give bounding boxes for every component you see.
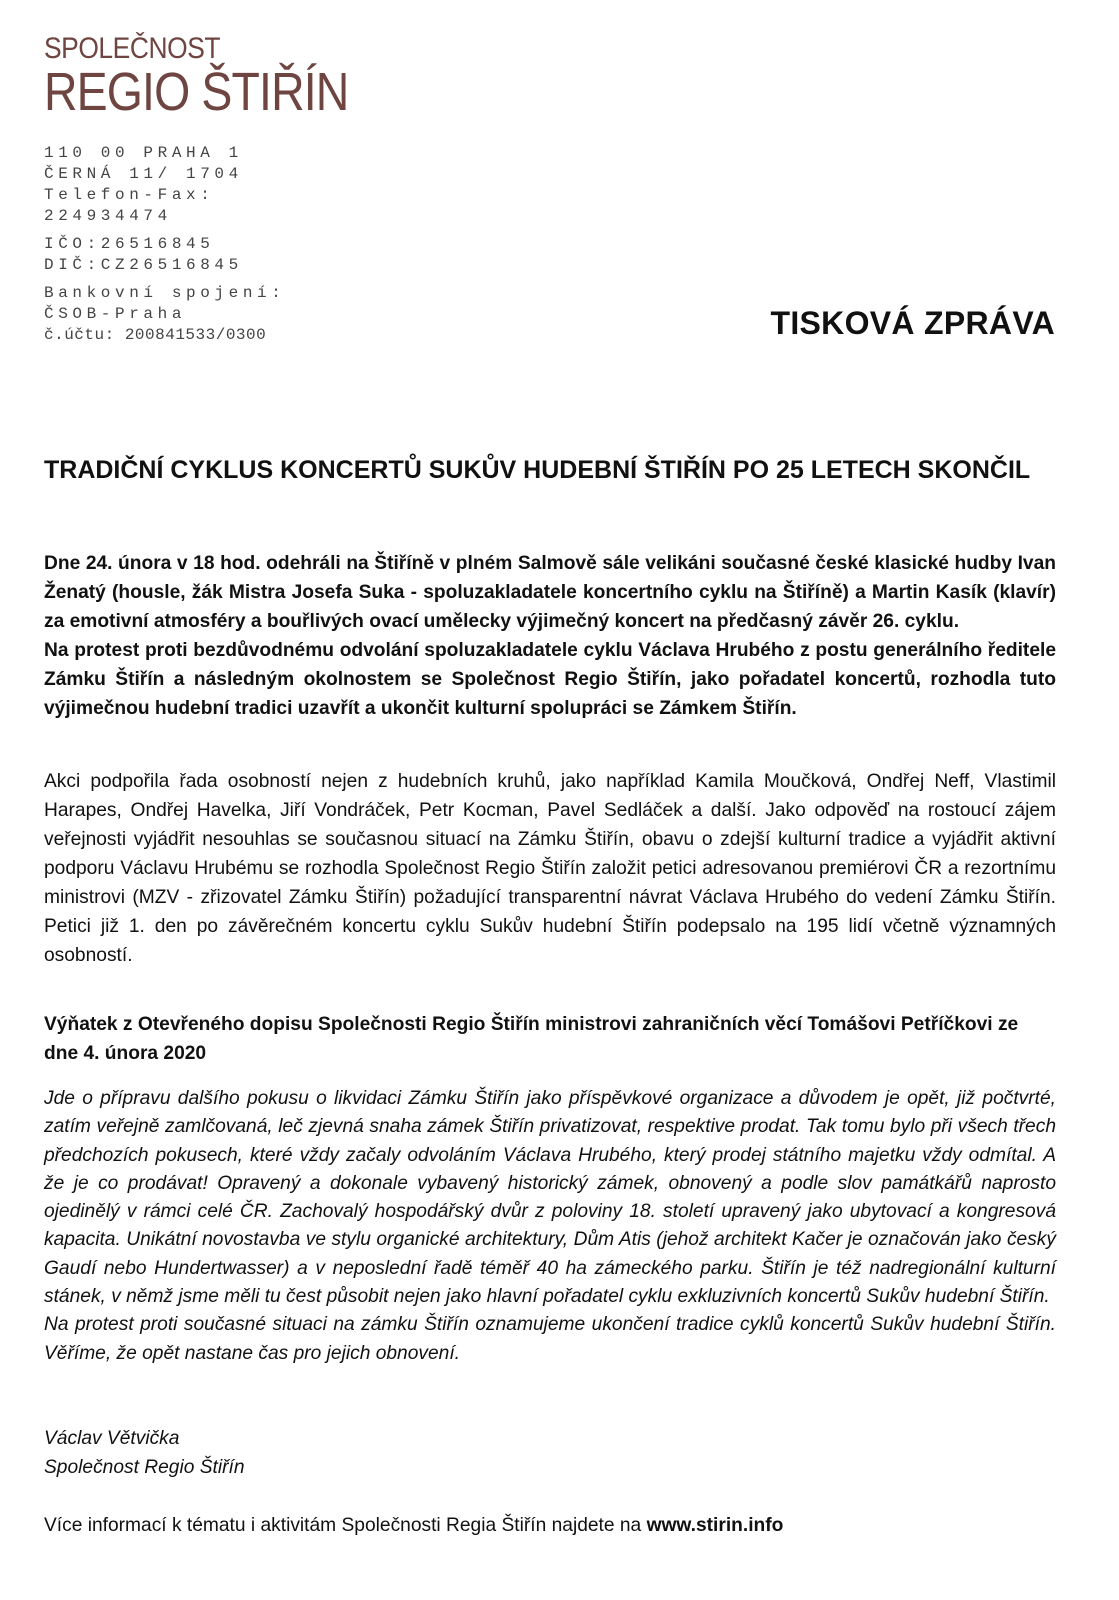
- lead-paragraphs: [44, 549, 1056, 723]
- website-link[interactable]: www.stirin.info: [646, 1515, 784, 1536]
- bank-label: Bankovní spojení:: [44, 284, 286, 302]
- dic-number: DIČ:CZ26516845: [44, 256, 243, 274]
- phone-number: 224934474: [44, 207, 172, 225]
- signature-org: Společnost Regio Štiřín: [44, 1457, 245, 1478]
- lead-paragraph-2: Na protest proti bezdůvodnému odvolání spoluzakladatele cyklu Václava Hrubého z postu generálního ředitele Zámku Štiřín a následným okolnostem se Společnost Regio Štiřín, jako pořadatel koncertů, rozhodla tuto výjimečnou hudební tradici uzavřít a ukončit kulturní spolupráci se Zámkem Štiřín.: [44, 640, 1056, 719]
- more-info-text: Více informací k tématu i aktivitám Společnosti Regia Štiřín najdete na: [44, 1515, 647, 1536]
- excerpt-paragraph-2: Na protest proti současné situaci na zámku Štiřín oznamujeme ukončení tradice cyklů koncertů Sukův hudební Štiřín. Věříme, že opět nastane čas pro jejich obnovení.: [44, 1314, 1056, 1364]
- bank-name: ČSOB-Praha: [44, 305, 187, 323]
- ico-number: IČO:26516845: [44, 235, 215, 253]
- more-info: [44, 1511, 783, 1540]
- address-line-2: ČERNÁ 11/ 1704: [44, 165, 243, 183]
- company-logo: [44, 32, 349, 122]
- logo-company-name: REGIO ŠTIŘÍN: [44, 62, 349, 122]
- document-type: TISKOVÁ ZPRÁVA: [770, 305, 1055, 341]
- signature-name: Václav Větvička: [44, 1428, 180, 1449]
- excerpt-title: Výňatek z Otevřeného dopisu Společnosti Regio Štiřín ministrovi zahraničních věcí Tomášovi Petříčkovi ze dne 4. února 2020: [44, 1014, 1019, 1064]
- signature: [44, 1424, 245, 1482]
- phone-label: Telefon-Fax:: [44, 186, 215, 204]
- letterhead-contact: [44, 143, 286, 346]
- account-number: č.účtu: 200841533/0300: [44, 326, 267, 344]
- logo-top-text: SPOLEČNOST: [44, 32, 221, 65]
- headline: TRADIČNÍ CYKLUS KONCERTŮ SUKŮV HUDEBNÍ ŠTIŘÍN PO 25 LETECH SKONČIL: [44, 456, 1031, 484]
- lead-paragraph-1: Dne 24. února v 18 hod. odehráli na Štiříně v plném Salmově sále velikáni současné české klasické hudby Ivan Ženatý (housle, žák Mistra Josefa Suka - spoluzakladatele koncertního cyklu na Štiříně) a Martin Kasík (klavír) za emotivní atmosféry a bouřlivých ovací umělecky výjimečný koncert na předčasný závěr 26. cyklu.: [44, 553, 1056, 632]
- excerpt-paragraph-1: Jde o přípravu dalšího pokusu o likvidaci Zámku Štiřín jako příspěvkové organizace a důvodem je opět, již počtvrté, zatím veřejně zamlčovaná, leč zjevná snaha zámek Štiřín privatizovat, respektive prodat. Tak tomu bylo při všech třech předchozích pokusech, které vždy začaly odvoláním Václava Hrubého, který prodej státního majetku vždy odmítal. A že je co prodávat! Opravený a dokonale vybavený historický zámek, obnovený a podle slov památkářů naprosto ojedinělý v rámci celé ČR. Zachovalý hospodářský dvůr z poloviny 18. století upravený jako ubytovací a kongresová kapacita. Unikátní novostavba ve stylu organické architektury, Dům Atis (jehož architekt Kačer je označován jako český Gaudí nebo Hundertwasser) a v neposlední řadě téměř 40 ha zámeckého parku. Štiřín je též nadregionální kulturní stánek, v němž jsme měli tu čest působit nejen jako hlavní pořadatel cyklu exkluzivních koncertů Sukův hudební Štiřín.: [44, 1088, 1056, 1308]
- body-paragraph: Akci podpořila řada osobností nejen z hudebních kruhů, jako například Kamila Moučková, Ondřej Neff, Vlastimil Harapes, Ondřej Havelka, Jiří Vondráček, Petr Kocman, Pavel Sedláček a další. Jako odpověď na rostoucí zájem veřejnosti vyjádřit nesouhlas se současnou situací na Zámku Štiřín, obavu o zdejší kulturní tradice a vyjádřit aktivní podporu Václavu Hrubému se rozhodla Společnost Regio Štiřín založit petici adresovanou premiérovi ČR a rezortnímu ministrovi (MZV - zřizovatel Zámku Štiřín) požadující transparentní návrat Václava Hrubého do vedení Zámku Štiřín. Petici již 1. den po závěrečném koncertu cyklu Sukův hudební Štiřín podepsalo na 195 lidí včetně významných osobností.: [44, 771, 1056, 966]
- address-line-1: 110 00 PRAHA 1: [44, 144, 243, 162]
- letter-excerpt: [44, 1085, 1056, 1368]
